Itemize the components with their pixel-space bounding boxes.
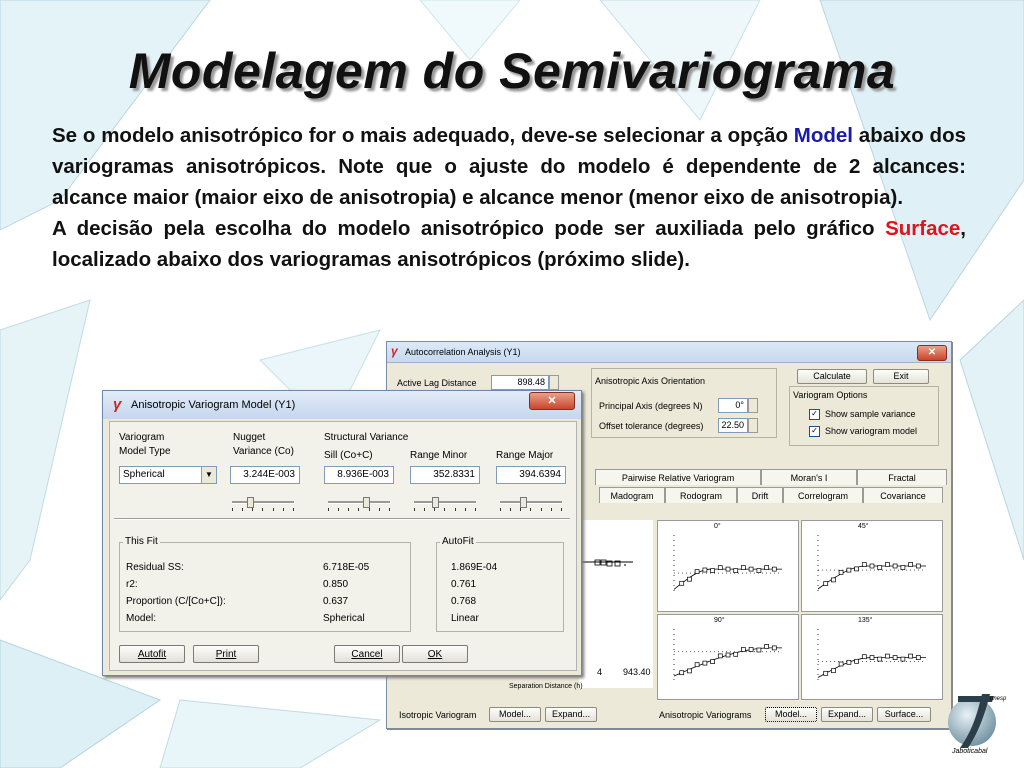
aniso-panel-90-label: 90° bbox=[714, 617, 725, 624]
show-sample-variance-label: Show sample variance bbox=[825, 409, 916, 419]
sample-point bbox=[757, 648, 761, 652]
close-icon[interactable]: ✕ bbox=[917, 345, 947, 361]
sill-input[interactable]: 8.936E-003 bbox=[324, 466, 394, 484]
model-type-value: Spherical bbox=[123, 469, 165, 480]
sample-point bbox=[680, 581, 684, 585]
x-tick-partial: 4 bbox=[597, 667, 603, 677]
tab-drift[interactable]: Drift bbox=[737, 487, 783, 503]
paragraph-1 bbox=[52, 120, 966, 213]
sample-point bbox=[862, 563, 866, 567]
calculate-button[interactable]: Calculate bbox=[797, 369, 867, 384]
sample-point bbox=[772, 567, 776, 571]
this-fit-label: This Fit bbox=[125, 536, 158, 547]
tabs-row-1 bbox=[595, 469, 947, 485]
sample-point bbox=[726, 567, 730, 571]
autocorr-titlebar bbox=[387, 342, 951, 363]
show-sample-variance-checkbox[interactable]: ✓ bbox=[809, 409, 820, 420]
autofit-proportion: 0.768 bbox=[451, 596, 477, 607]
col-nugget: Nugget bbox=[233, 432, 266, 443]
variogram-options-label: Variogram Options bbox=[793, 390, 868, 400]
sample-point bbox=[741, 648, 745, 652]
anisotropic-model-dialog bbox=[102, 390, 582, 676]
model-type-select[interactable] bbox=[119, 466, 217, 484]
surface-button[interactable]: Surface... bbox=[877, 707, 931, 722]
separation-distance-label: Separation Distance (h) bbox=[509, 683, 583, 690]
sample-point bbox=[718, 654, 722, 658]
print-button[interactable]: Print bbox=[193, 645, 259, 663]
aniso-expand-button[interactable]: Expand... bbox=[821, 707, 873, 722]
sample-point bbox=[916, 564, 920, 568]
gamma-app-icon: γ bbox=[391, 344, 398, 358]
sample-point bbox=[847, 568, 851, 572]
range-minor-slider[interactable] bbox=[412, 496, 480, 510]
isotropic-variogram-label: Isotropic Variogram bbox=[399, 710, 477, 720]
sample-point bbox=[878, 657, 882, 661]
show-variogram-model-label: Show variogram model bbox=[825, 426, 918, 436]
row-label-residual: Residual SS: bbox=[126, 562, 184, 573]
sample-point bbox=[885, 654, 889, 658]
gamma-app-icon: γ bbox=[113, 396, 122, 413]
col-range-minor: Range Minor bbox=[410, 450, 468, 461]
aniso-panel-0 bbox=[657, 520, 799, 612]
sample-point bbox=[878, 566, 882, 570]
aniso-plot-90 bbox=[658, 615, 798, 699]
sample-point bbox=[695, 570, 699, 574]
paragraph-2 bbox=[52, 213, 966, 275]
sample-point bbox=[855, 567, 859, 571]
sample-point bbox=[824, 582, 828, 586]
sample-point bbox=[749, 648, 753, 652]
sample-point bbox=[855, 659, 859, 663]
range-minor-input[interactable]: 352.8331 bbox=[410, 466, 480, 484]
nugget-input[interactable]: 3.244E-003 bbox=[230, 466, 300, 484]
close-icon[interactable]: ✕ bbox=[529, 392, 575, 410]
principal-axis-label: Principal Axis (degrees N) bbox=[599, 401, 703, 411]
sample-point bbox=[909, 563, 913, 567]
sample-point bbox=[687, 577, 691, 581]
this-fit-group bbox=[119, 542, 411, 632]
sample-point bbox=[711, 660, 715, 664]
sample-point bbox=[870, 656, 874, 660]
cancel-button[interactable]: Cancel bbox=[334, 645, 400, 663]
sample-point bbox=[726, 653, 730, 657]
col-model-type: Model Type bbox=[119, 446, 171, 457]
sample-point bbox=[757, 569, 761, 573]
sample-point bbox=[847, 660, 851, 664]
keyword-model: Model bbox=[793, 124, 853, 147]
orientation-group-label: Anisotropic Axis Orientation bbox=[595, 376, 706, 386]
aniso-panel-45-label: 45° bbox=[858, 523, 869, 530]
divider bbox=[114, 518, 570, 520]
slide-title: Modelagem do Semivariograma bbox=[128, 43, 896, 99]
sample-point bbox=[862, 655, 866, 659]
row-label-r2: r2: bbox=[126, 579, 138, 590]
thisfit-proportion: 0.637 bbox=[323, 596, 349, 607]
tab-rodogram[interactable]: Rodogram bbox=[665, 487, 737, 503]
col-nugget-variance: Variance (Co) bbox=[233, 446, 294, 457]
sample-point bbox=[749, 567, 753, 571]
sill-slider[interactable] bbox=[326, 496, 394, 510]
tab-morans-i[interactable]: Moran's I bbox=[761, 469, 857, 485]
autofit-label: AutoFit bbox=[442, 536, 474, 547]
active-lag-input[interactable]: 898.48 bbox=[491, 375, 549, 390]
model-dialog-titlebar bbox=[103, 391, 581, 419]
sample-point bbox=[772, 646, 776, 650]
logo-text-top: unesp bbox=[990, 696, 1007, 702]
thisfit-r2: 0.850 bbox=[323, 579, 349, 590]
aniso-panel-135 bbox=[801, 614, 943, 700]
para2-text-a: A decisão pela escolha do modelo anisotrópico pode ser auxiliada pelo gráfico bbox=[52, 217, 886, 240]
sample-point bbox=[687, 669, 691, 673]
autofit-r2: 0.761 bbox=[451, 579, 477, 590]
range-major-input[interactable]: 394.6394 bbox=[496, 466, 566, 484]
tab-pairwise-relative[interactable]: Pairwise Relative Variogram bbox=[595, 469, 761, 485]
sample-point bbox=[839, 570, 843, 574]
offset-tol-spinner[interactable] bbox=[748, 418, 758, 433]
sample-point bbox=[909, 654, 913, 658]
sample-point bbox=[703, 568, 707, 572]
sample-point bbox=[734, 652, 738, 656]
aniso-model-button[interactable]: Model... bbox=[765, 707, 817, 722]
autofit-residual: 1.869E-04 bbox=[451, 562, 498, 573]
offset-tol-label: Offset tolerance (degrees) bbox=[599, 421, 704, 431]
sample-point bbox=[831, 578, 835, 582]
ok-button[interactable]: OK bbox=[402, 645, 468, 663]
aniso-panel-45 bbox=[801, 520, 943, 612]
sample-point bbox=[734, 569, 738, 573]
aniso-panel-0-label: 0° bbox=[714, 523, 721, 530]
model-dialog-body bbox=[109, 421, 577, 671]
tab-fractal[interactable]: Fractal bbox=[857, 469, 947, 485]
sample-point bbox=[765, 566, 769, 570]
sample-point bbox=[695, 663, 699, 667]
chevron-down-icon[interactable]: ▼ bbox=[201, 467, 216, 483]
iso-expand-button[interactable]: Expand... bbox=[545, 707, 597, 722]
autofit-model: Linear bbox=[451, 613, 479, 624]
sample-point bbox=[885, 563, 889, 567]
sample-point bbox=[839, 662, 843, 666]
sample-point bbox=[741, 566, 745, 570]
sample-point bbox=[703, 661, 707, 665]
sample-point bbox=[893, 564, 897, 568]
aniso-plot-45 bbox=[802, 521, 942, 611]
sample-point bbox=[870, 564, 874, 568]
nugget-slider[interactable] bbox=[230, 496, 298, 510]
tab-correlogram[interactable]: Correlogram bbox=[783, 487, 863, 503]
model-dialog-title: Anisotropic Variogram Model (Y1) bbox=[131, 399, 296, 411]
show-variogram-model-checkbox[interactable]: ✓ bbox=[809, 426, 820, 437]
x-tick-label: 943.40 bbox=[623, 667, 651, 677]
exit-button[interactable]: Exit bbox=[873, 369, 929, 384]
tab-madogram[interactable]: Madogram bbox=[599, 487, 665, 503]
para1-text-b: abaixo dos variogramas anisotrópicos. Note que o ajuste do modelo é dependente de 2 alcances: alcance maior (maior eixo de anisotropia) e alcance menor (menor eixo de anisotropia). bbox=[52, 124, 966, 209]
isotropic-plot bbox=[579, 520, 653, 688]
sample-point bbox=[718, 566, 722, 570]
autofit-button[interactable]: Autofit bbox=[119, 645, 185, 663]
aniso-panel-135-label: 135° bbox=[858, 617, 873, 624]
sample-point bbox=[831, 669, 835, 673]
para2-text-b: , localizado abaixo dos variogramas anisotrópicos (próximo slide). bbox=[52, 217, 966, 271]
anisotropic-variograms-label: Anisotropic Variograms bbox=[659, 710, 752, 720]
col-variogram: Variogram bbox=[119, 432, 165, 443]
tabs-row-2 bbox=[599, 487, 943, 503]
sample-point bbox=[893, 656, 897, 660]
sample-point bbox=[901, 566, 905, 570]
row-label-proportion: Proportion (C/[Co+C]): bbox=[126, 596, 226, 607]
sample-point bbox=[680, 671, 684, 675]
slide-body bbox=[52, 120, 966, 275]
autocorr-title: Autocorrelation Analysis (Y1) bbox=[405, 347, 521, 357]
principal-axis-input[interactable]: 0° bbox=[718, 398, 748, 413]
row-label-model: Model: bbox=[126, 613, 157, 624]
col-sill: Sill (Co+C) bbox=[324, 450, 373, 461]
sample-point bbox=[711, 569, 715, 573]
isotropic-plot-area bbox=[579, 520, 653, 688]
col-structural-variance: Structural Variance bbox=[324, 432, 409, 443]
sample-point bbox=[824, 671, 828, 675]
offset-tol-input[interactable]: 22.50 bbox=[718, 418, 748, 433]
active-lag-label: Active Lag Distance bbox=[397, 378, 477, 388]
col-range-major: Range Major bbox=[496, 450, 554, 461]
thisfit-residual: 6.718E-05 bbox=[323, 562, 370, 573]
principal-axis-spinner[interactable] bbox=[748, 398, 758, 413]
iso-model-button[interactable]: Model... bbox=[489, 707, 541, 722]
active-lag-spinner[interactable] bbox=[549, 375, 559, 390]
thisfit-model: Spherical bbox=[323, 613, 365, 624]
sample-point bbox=[765, 644, 769, 648]
range-major-slider[interactable] bbox=[498, 496, 566, 510]
tab-covariance[interactable]: Covariance bbox=[863, 487, 943, 503]
aniso-panel-90 bbox=[657, 614, 799, 700]
unesp-logo bbox=[938, 688, 1014, 758]
aniso-plot-0 bbox=[658, 521, 798, 611]
sample-point bbox=[916, 656, 920, 660]
sample-point bbox=[901, 657, 905, 661]
keyword-surface: Surface bbox=[885, 217, 961, 240]
para1-text-a: Se o modelo anisotrópico for o mais adequado, deve-se selecionar a opção bbox=[52, 124, 794, 147]
logo-text-bottom: Jaboticabal bbox=[952, 748, 988, 755]
aniso-plot-135 bbox=[802, 615, 942, 699]
